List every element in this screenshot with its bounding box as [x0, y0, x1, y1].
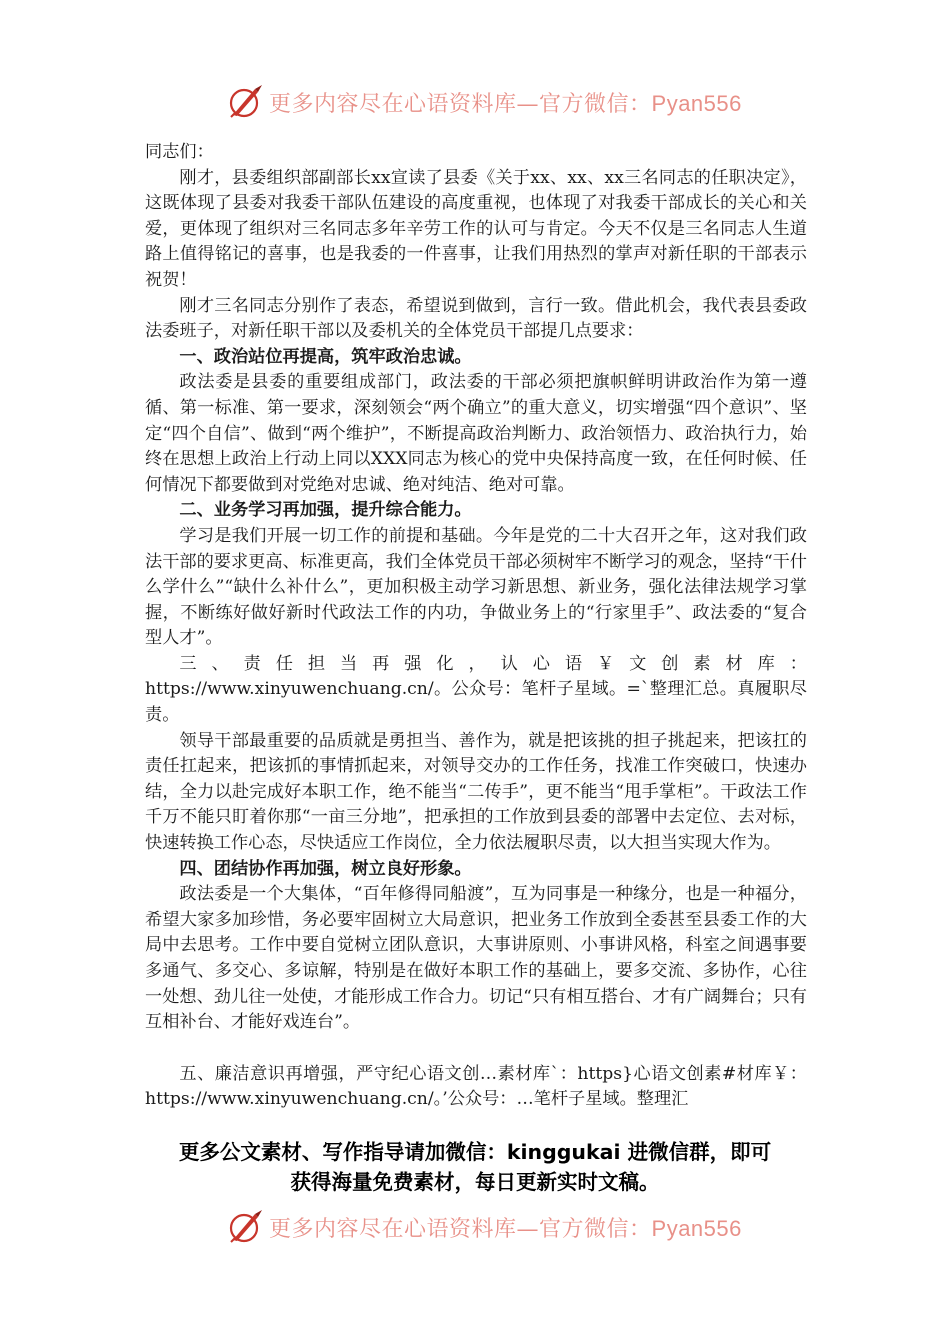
- section-1-body: 政法委是县委的重要组成部门，政法委的干部必须把旗帜鲜明讲政治作为第一遵循、第一标准、第一要求，深刻领会“两个确立”的重大意义，切实增强“四个意识”、坚定“四个自信”、做到“两个维护”，不断提高政治判断力、政治领悟力、政治执行力，始终在思想上政治上行动上同以XXX同志为核心的党中央保持高度一致，在任何时候、任何情况下都要做到对党绝对忠诚、绝对纯洁、绝对可靠。: [145, 372, 807, 495]
- footer-banner-wechat: Pyan556: [651, 1215, 742, 1241]
- header-banner-text: [269, 87, 742, 118]
- section-2-body: 学习是我们开展一切工作的前提和基础。今年是党的二十大召开之年，这对我们政法干部的要求更高、标准更高，我们全体党员干部必须树牢不断学习的观念，坚持“干什么学什么”“缺什么补什么”，更加积极主动学习新思想、新业务，强化法律法规学习掌握，不断练好做好新时代政法工作的内功，争做业务上的“行家里手”、政法委的“复合型人才”。: [145, 525, 807, 649]
- promo-notice: [125, 1137, 825, 1197]
- section-3-heading: 三、责任担当再强化，认心语￥文创素材库：https://www.xinyuwenchuang.cn/。公众号：笔杆子星域。=`整理汇总。真履职尽责。: [145, 653, 807, 726]
- section-3-body: 领导干部最重要的品质就是勇担当、善作为，就是把该挑的担子挑起来，把该扛的责任扛起来，把该抓的事情抓起来，对领导交办的工作任务，找准工作突破口，快速办结，全力以赴完成好本职工作，绝不能当“二传手”，更不能当“甩手掌柜”。干政法工作千万不能只盯着你那“一亩三分地”，把承担的工作放到县委的部署中去定位、去对标，快速转换工作心态，尽快适应工作岗位，全力依法履职尽责，以大担当实现大作为。: [145, 730, 807, 854]
- section-5-fragment: 五、廉洁意识再增强，严守纪心语文创…素材库`：https}心语文创素#材库￥：https://www.xinyuwenchuang.cn/。’公众号：…笔杆子星域。整理汇: [145, 1063, 807, 1110]
- paragraph-2: 刚才三名同志分别作了表态，希望说到做到，言行一致。借此机会，我代表县委政法委班子，对新任职干部以及委机关的全体党员干部提几点要求：: [145, 295, 807, 342]
- quill-logo-icon: [225, 82, 265, 122]
- header-banner-label: 更多内容尽在心语资料库—官方微信：: [269, 91, 652, 117]
- footer-banner: [225, 1205, 742, 1249]
- header-banner: [225, 80, 742, 124]
- paragraph-gap: [145, 1036, 807, 1062]
- section-1-heading: 一、政治站位再提高，筑牢政治忠诚。: [179, 346, 472, 367]
- promo-line-1: 更多公文素材、写作指导请加微信：kinggukai 进微信群，即可: [178, 1140, 772, 1164]
- paragraph-1: 刚才，县委组织部副部长xx宣读了县委《关于xx、xx、xx三名同志的任职决定》，这既体现了县委对我委干部队伍建设的高度重视，也体现了对我委干部成长的关心和关爱，更体现了组织对三名同志多年辛劳工作的认可与肯定。今天不仅是三名同志人生道路上值得铭记的喜事，也是我委的一件喜事，让我们用热烈的掌声对新任职的干部表示祝贺！: [145, 167, 807, 290]
- section-4-heading: 四、团结协作再加强，树立良好形象。: [179, 858, 472, 879]
- promo-line-2: 获得海量免费素材，每日更新实时文稿。: [290, 1170, 660, 1194]
- footer-banner-text: [269, 1212, 742, 1243]
- footer-banner-label: 更多内容尽在心语资料库—官方微信：: [269, 1216, 652, 1242]
- salutation: 同志们：: [145, 142, 214, 162]
- quill-logo-icon: [225, 1207, 265, 1247]
- section-2-heading: 二、业务学习再加强，提升综合能力。: [179, 500, 472, 521]
- document-body: [145, 140, 807, 1113]
- header-banner-wechat: Pyan556: [651, 90, 742, 116]
- section-4-body: 政法委是一个大集体，“百年修得同船渡”，互为同事是一种缘分，也是一种福分，希望大家多加珍惜，务必要牢固树立大局意识，把业务工作放到全委甚至县委工作的大局中去思考。工作中要自觉树立团队意识，大事讲原则、小事讲风格，科室之间遇事要多通气、多交心、多谅解，特别是在做好本职工作的基础上，要多交流、多协作，心往一处想、劲儿往一处使，才能形成工作合力。切记“只有相互搭台、才有广阔舞台；只有互相补台、才能好戏连台”。: [145, 884, 807, 1033]
